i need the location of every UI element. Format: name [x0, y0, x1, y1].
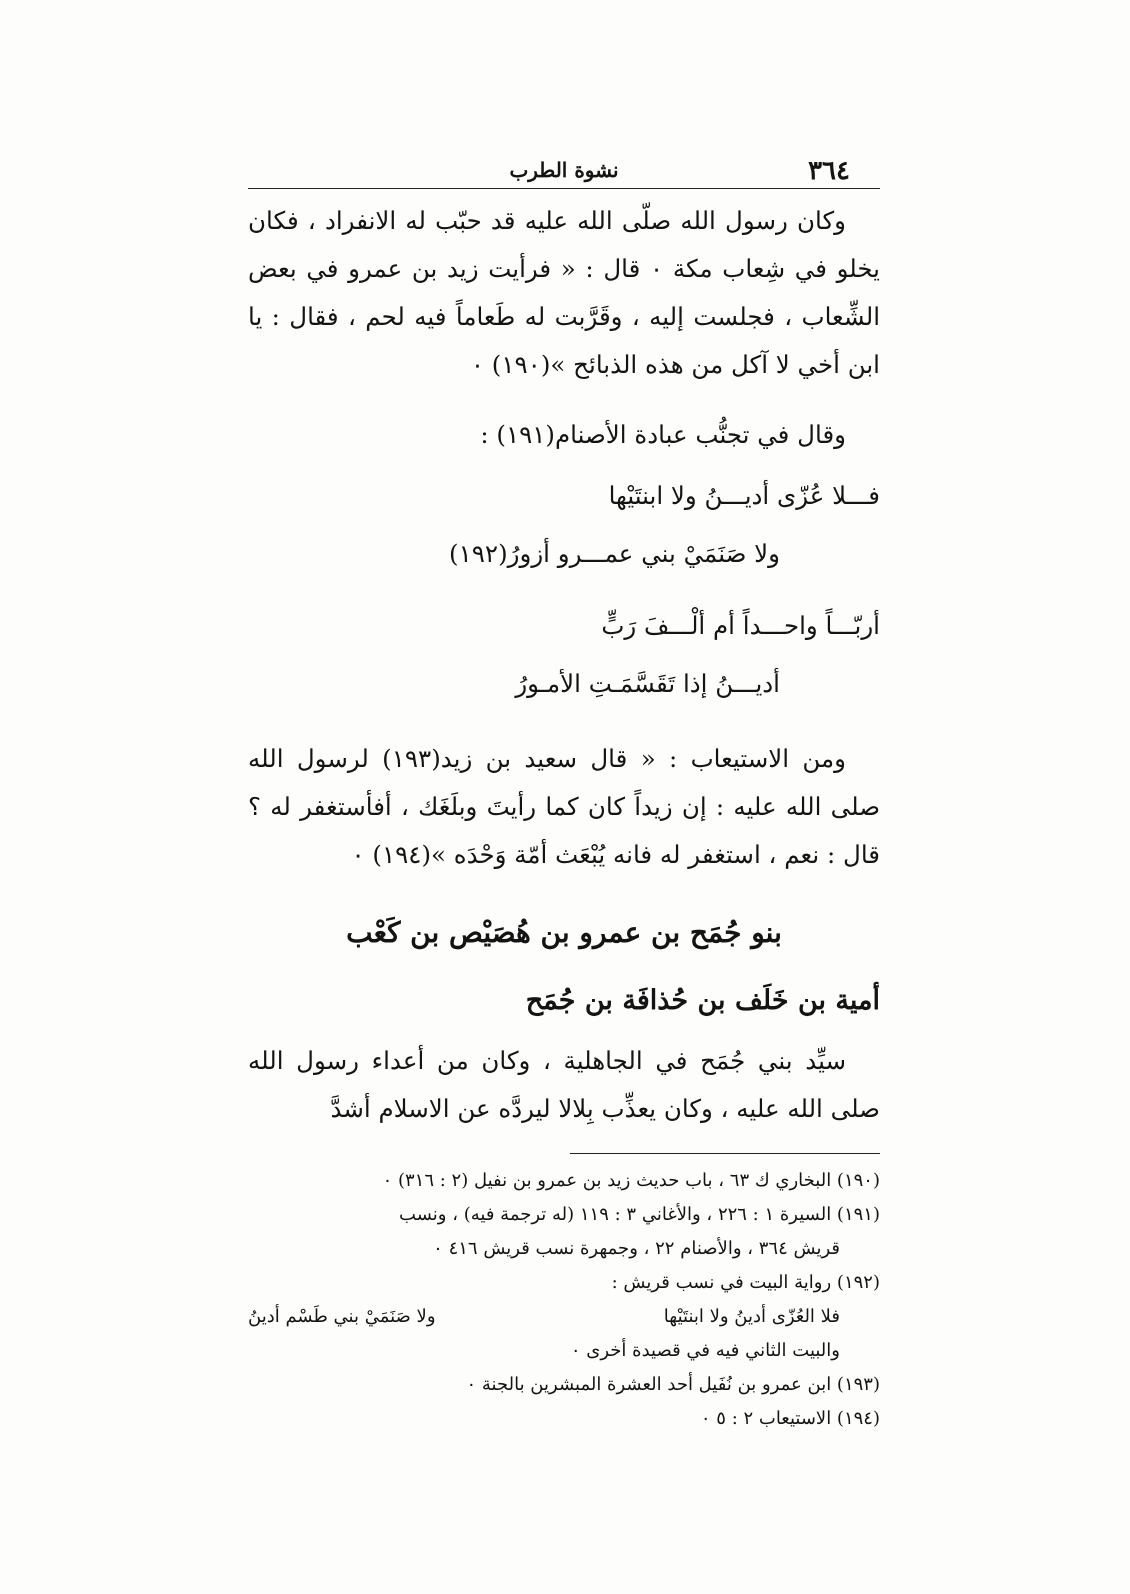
footnote-verse-first-half: فلا العُزّى أدينُ ولا ابنتَيْها [663, 1306, 840, 1327]
footnote-verse-second-half: ولا صَنَمَيْ بني طَسْم أدينُ [248, 1306, 436, 1327]
verse-line-2: ولا صَنَمَيْ بني عمـــرو أزورُ(١٩٢) [449, 539, 780, 568]
footnote-191-continued: قريش ٣٦٤ ، والأصنام ٢٢ ، وجمهرة نسب قريش ٤١٦ ٠ [433, 1238, 840, 1259]
paragraph-1: وكان رسول الله صلّى الله عليه قد حبّب له الانفراد ، فكان يخلو في شِعاب مكة ٠ قال : « فرأيت زيد بن عمرو في بعض الشِّعاب ، فجلست إليه ، وقَرَّبت له طَعاماً فيه لحم ، فقال : يا ابن أخي لا آكل من هذه الذبائح »(١٩٠) ٠ [248, 206, 880, 379]
page-header [248, 150, 880, 189]
verse-line-1: فـــلا عُزّى أديـــنُ ولا ابنتَيْها [608, 481, 880, 510]
book-page [248, 150, 880, 1436]
paragraph-4: سيِّد بني جُمَح في الجاهلية ، وكان من أعداء رسول الله صلى الله عليه ، وكان يعذِّب بِلالا ليردَّه عن الاسلام أشدَّ [248, 1046, 880, 1123]
footnote-192: (١٩٢) رواية البيت في نسب قريش : [611, 1272, 880, 1293]
footnote-194: (١٩٤) الاستيعاب ٢ : ٥ ٠ [700, 1408, 880, 1429]
running-title: نشوة الطرب [509, 158, 619, 182]
footnotes [248, 1164, 880, 1436]
verse-line-4: أديـــنُ إذا تَقَسَّمَـتِ الأمـورُ [515, 669, 780, 698]
footnote-rule [570, 1153, 880, 1154]
page-number: ٣٦٤ [808, 156, 850, 186]
subsection-heading: أمية بن خَلَف بن حُذافَة بن جُمَح [525, 985, 880, 1016]
footnote-190: (١٩٠) البخاري ك ٦٣ ، باب حديث زيد بن عمرو بن نفيل (٢ : ٣١٦) ٠ [382, 1170, 880, 1191]
section-heading: بنو جُمَح بن عمرو بن هُصَيْص بن كَعْب [346, 916, 782, 949]
footnote-191: (١٩١) السيرة ١ : ٢٢٦ ، والأغاني ٣ : ١١٩ (له ترجمة فيه) ، ونسب [399, 1204, 880, 1225]
footnote-193: (١٩٣) ابن عمرو بن نُفَيل أحد العشرة المبشرين بالجنة ٠ [466, 1374, 880, 1395]
footnote-192-verse [248, 1300, 880, 1334]
paragraph-2: وقال في تجنُّب عبادة الأصنام(١٩١) : [480, 420, 846, 449]
paragraph-3: ومن الاستيعاب : « قال سعيد بن زيد(١٩٣) لرسول الله صلى الله عليه : إن زيداً كان كما رأيتَ وبلَغَك ، أفأستغفر له ؟ قال : نعم ، استغفر له فانه يُبْعَث أمّة وَحْدَه »(١٩٤) ٠ [248, 744, 880, 869]
footnote-192-note: والبيت الثاني فيه في قصيدة أخرى ٠ [570, 1340, 840, 1361]
poem [248, 467, 880, 713]
verse-line-3: أربّـــاً واحـــداً أم ألْـــفَ رَبٍّ [601, 611, 880, 640]
